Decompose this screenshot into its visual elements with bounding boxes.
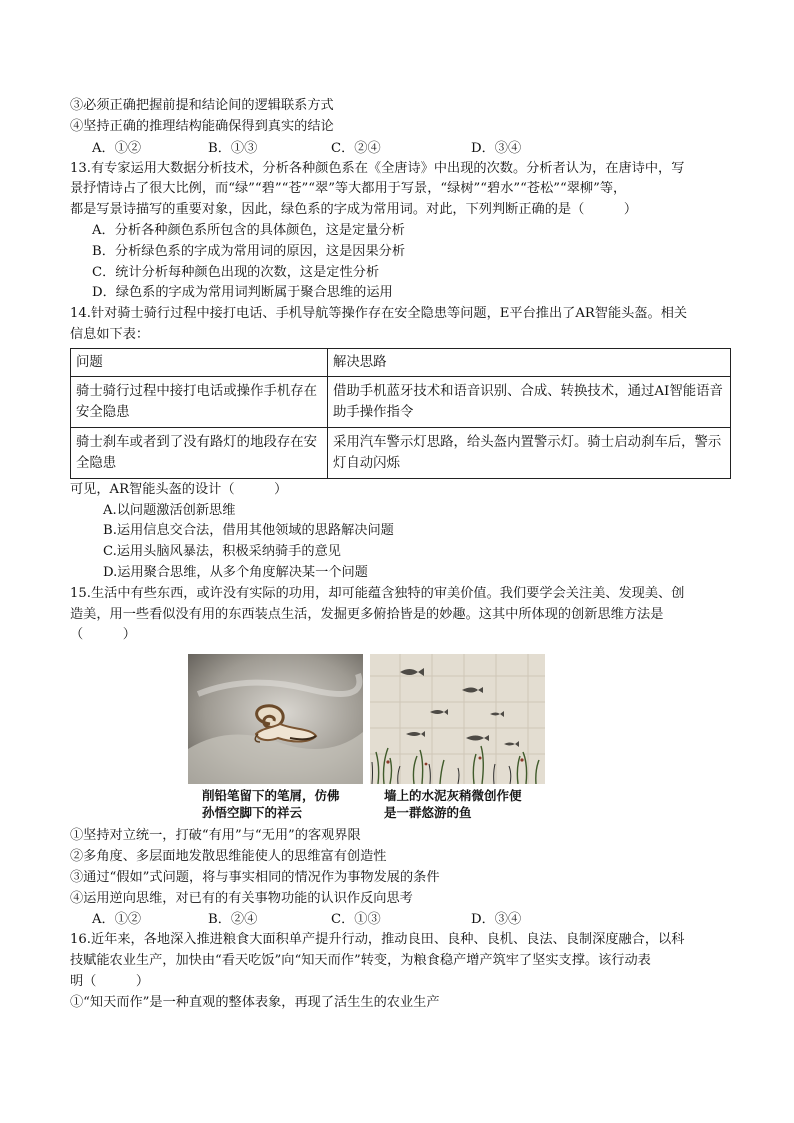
q15-statement-2: ②多角度、多层面地发散思维能使人的思维富有创造性 <box>70 848 387 864</box>
q15-statement-3: ③通过“假如”式问题，将与事实相同的情况作为事物发展的条件 <box>70 869 440 885</box>
answer-choices <box>70 909 730 930</box>
question-14 <box>70 304 730 584</box>
choice-a: A．①② <box>92 140 142 156</box>
q15-figures <box>70 654 730 826</box>
q16-stem-line-3: 明（ ） <box>70 973 150 989</box>
q13-option-d: D．绿色系的字成为常用词判断属于聚合思维的运用 <box>92 285 393 301</box>
table-cell: 借助手机蓝牙技术和语音识别、合成、转换技术，通过AI智能语音助手操作指令 <box>328 376 731 427</box>
table-header-problem: 问题 <box>71 348 328 376</box>
question-16 <box>70 930 730 1013</box>
q16-statement-1: ①“知天而作”是一种直观的整体表象，再现了活生生的农业生产 <box>70 994 440 1010</box>
q15-stem-line-2: 造美，用一些看似没有用的东西装点生活，发掘更多俯拾皆是的妙趣。这其中所体现的创新思维方法是 <box>70 606 664 622</box>
q13-option-c: C．统计分析每种颜色出现的次数，这是定性分析 <box>92 264 380 280</box>
q13-stem-line-3: 都是写景诗描写的重要对象，因此，绿色系的字成为常用词。对此，下列判断正确的是（ ） <box>70 202 638 218</box>
q14-option-b: B.运用信息交合法，借用其他领域的思路解决问题 <box>103 523 394 539</box>
q16-stem-line-2: 技赋能农业生产，加快由“看天吃饭”向“知天而作”转变，为粮食稳产增产筑牢了坚实支撑。该行动表 <box>70 953 651 969</box>
q13-option-b: B．分析绿色系的字成为常用词的原因，这是因果分析 <box>92 243 406 259</box>
figure-pencil-shavings <box>188 654 363 821</box>
q14-stem-line-1: 14.针对骑士骑行过程中接打电话、手机导航等操作存在安全隐患等问题，E平台推出了AR智能头盔。相关 <box>70 306 688 322</box>
q15-stem-line-3: （ ） <box>70 627 136 643</box>
option-3: ③必须正确把握前提和结论间的逻辑联系方式 <box>70 98 334 113</box>
caption-line-1: 削铅笔留下的笔屑，仿佛 <box>202 788 340 804</box>
q14-info-table <box>70 348 731 479</box>
exam-page <box>70 96 730 1014</box>
table-header-row <box>71 348 731 376</box>
choice-c: C．①③ <box>331 912 381 928</box>
choice-d: D．③④ <box>471 140 522 156</box>
caption-line-2: 是一群悠游的鱼 <box>384 805 472 821</box>
q13-stem-line-2: 景抒情诗占了很大比例，而“绿”“碧”“苍”“翠”等大都用于写景，“绿树”“碧水”“苍松”“翠柳”等， <box>70 181 627 197</box>
figure-caption <box>370 787 545 821</box>
previous-question-tail <box>70 96 730 159</box>
q14-stem-line-2: 信息如下表： <box>70 326 150 342</box>
pencil-shavings-photo <box>188 654 363 784</box>
table-cell: 骑士刹车或者到了没有路灯的地段存在安全隐患 <box>71 427 328 478</box>
cement-fish-photo <box>370 654 545 784</box>
answer-choices <box>70 138 730 159</box>
caption-line-2: 孙悟空脚下的祥云 <box>202 805 303 821</box>
choice-b: B．②④ <box>208 912 258 928</box>
figure-cement-fish <box>370 654 545 821</box>
option-4: ④坚持正确的推理结构能确保得到真实的结论 <box>70 118 334 134</box>
choice-a: A．①② <box>92 912 142 928</box>
q16-stem-line-1: 16.近年来，各地深入推进粮食大面积单产提升行动，推动良田、良种、良机、良法、良制深度融合，以科 <box>70 932 685 948</box>
choice-c: C．②④ <box>331 140 381 156</box>
q15-stem-line-1: 15.生活中有些东西，或许没有实际的功用，却可能蕴含独特的审美价值。我们要学会关注美、发现美、创 <box>70 585 685 601</box>
question-15 <box>70 584 730 931</box>
q14-followup: 可见，AR智能头盔的设计（ ） <box>70 481 288 497</box>
q14-option-d: D.运用聚合思维，从多个角度解决某一个问题 <box>103 564 368 580</box>
question-13 <box>70 159 730 305</box>
q14-option-a: A.以问题激活创新思维 <box>103 502 236 518</box>
q15-statement-1: ①坚持对立统一，打破“有用”与“无用”的客观界限 <box>70 828 361 844</box>
caption-line-1: 墙上的水泥灰稍微创作便 <box>384 788 522 804</box>
table-cell: 采用汽车警示灯思路，给头盔内置警示灯。骑士启动刹车后，警示灯自动闪烁 <box>328 427 731 478</box>
table-row <box>71 376 731 427</box>
table-header-solution: 解决思路 <box>328 348 731 376</box>
q13-stem-line-1: 13.有专家运用大数据分析技术，分析各种颜色系在《全唐诗》中出现的次数。分析者认为，在唐诗中，写 <box>70 160 685 176</box>
figure-caption <box>188 787 363 821</box>
table-row <box>71 427 731 478</box>
q14-option-c: C.运用头脑风暴法，积极采纳骑手的意见 <box>103 544 341 560</box>
choice-b: B．①③ <box>208 140 258 156</box>
q13-option-a: A．分析各种颜色系所包含的具体颜色，这是定量分析 <box>92 222 405 238</box>
q15-statement-4: ④运用逆向思维，对已有的有关事物功能的认识作反向思考 <box>70 890 413 906</box>
choice-d: D．③④ <box>471 912 522 928</box>
table-cell: 骑士骑行过程中接打电话或操作手机存在安全隐患 <box>71 376 328 427</box>
